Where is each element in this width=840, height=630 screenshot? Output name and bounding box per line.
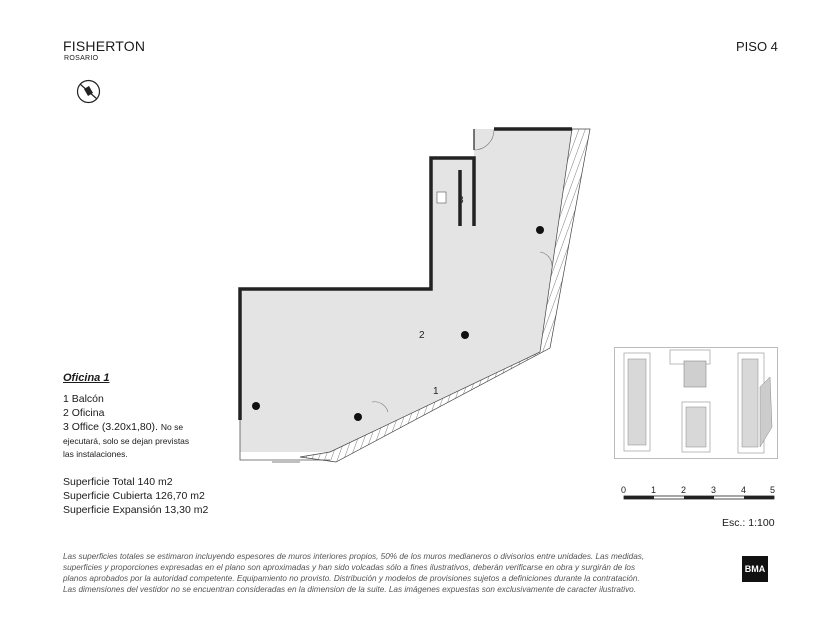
disclaimer-line: planos aprobados por la autoridad competente. Equipamiento no provisto. Distribución y modelos de provisiones sujetos a definiciones durante la contratación. bbox=[63, 574, 640, 583]
scale-tick: 4 bbox=[741, 485, 747, 495]
area-total: Superficie Total 140 m2 bbox=[63, 476, 173, 488]
unit-title: Oficina 1 bbox=[63, 372, 110, 384]
key-plan bbox=[614, 347, 778, 459]
floor-label: PISO 4 bbox=[736, 39, 778, 54]
legend-item bbox=[63, 420, 183, 434]
scale-tick: 0 bbox=[621, 485, 627, 495]
legend-note: No se bbox=[160, 422, 184, 432]
disclaimer-line: Las superficies totales se estimaron incluyendo espesores de muros interiores propios, 50% de los muros medianeros o divisorios entre unidades. Las medidas, bbox=[63, 552, 645, 561]
legend-item-text: 3 Office (3.20x1,80). bbox=[63, 421, 158, 433]
room-label: 1 bbox=[433, 386, 439, 397]
floor-plan bbox=[230, 120, 610, 470]
legend-note: las instalaciones. bbox=[63, 449, 128, 459]
project-location: ROSARIO bbox=[64, 55, 99, 62]
scale-tick: 3 bbox=[711, 485, 717, 495]
disclaimer-line: superficies y proporciones expresadas en el plano son aproximadas y han sido volcadas sólo a fines ilustrativos, deberán verificarse en obra y surgirán de los bbox=[63, 563, 636, 572]
scale-bar bbox=[618, 484, 782, 506]
scale-tick: 5 bbox=[770, 485, 776, 495]
legend-item: 2 Oficina bbox=[63, 407, 105, 419]
project-title: FISHERTON bbox=[63, 38, 146, 54]
disclaimer-line: Las dimensiones del vestidor no se encuentran consideradas en la dimension de la suite. Las imágenes expuestas son exclusivamente de caracter ilustrativo. bbox=[63, 585, 636, 594]
scale-tick: 1 bbox=[651, 485, 657, 495]
area-covered: Superficie Cubierta 126,70 m2 bbox=[63, 490, 205, 502]
room-label: 2 bbox=[419, 330, 425, 341]
scale-label: Esc.: 1:100 bbox=[722, 517, 775, 529]
area-expansion: Superficie Expansión 13,30 m2 bbox=[63, 504, 209, 516]
legend-item: 1 Balcón bbox=[63, 393, 104, 405]
disclaimer bbox=[63, 551, 688, 595]
room-label: 3 bbox=[458, 195, 464, 206]
legend-note: ejecutará, solo se dejan previstas bbox=[63, 436, 190, 446]
bma-logo: BMA bbox=[742, 556, 768, 582]
scale-tick: 2 bbox=[681, 485, 687, 495]
north-arrow-icon bbox=[76, 79, 101, 104]
